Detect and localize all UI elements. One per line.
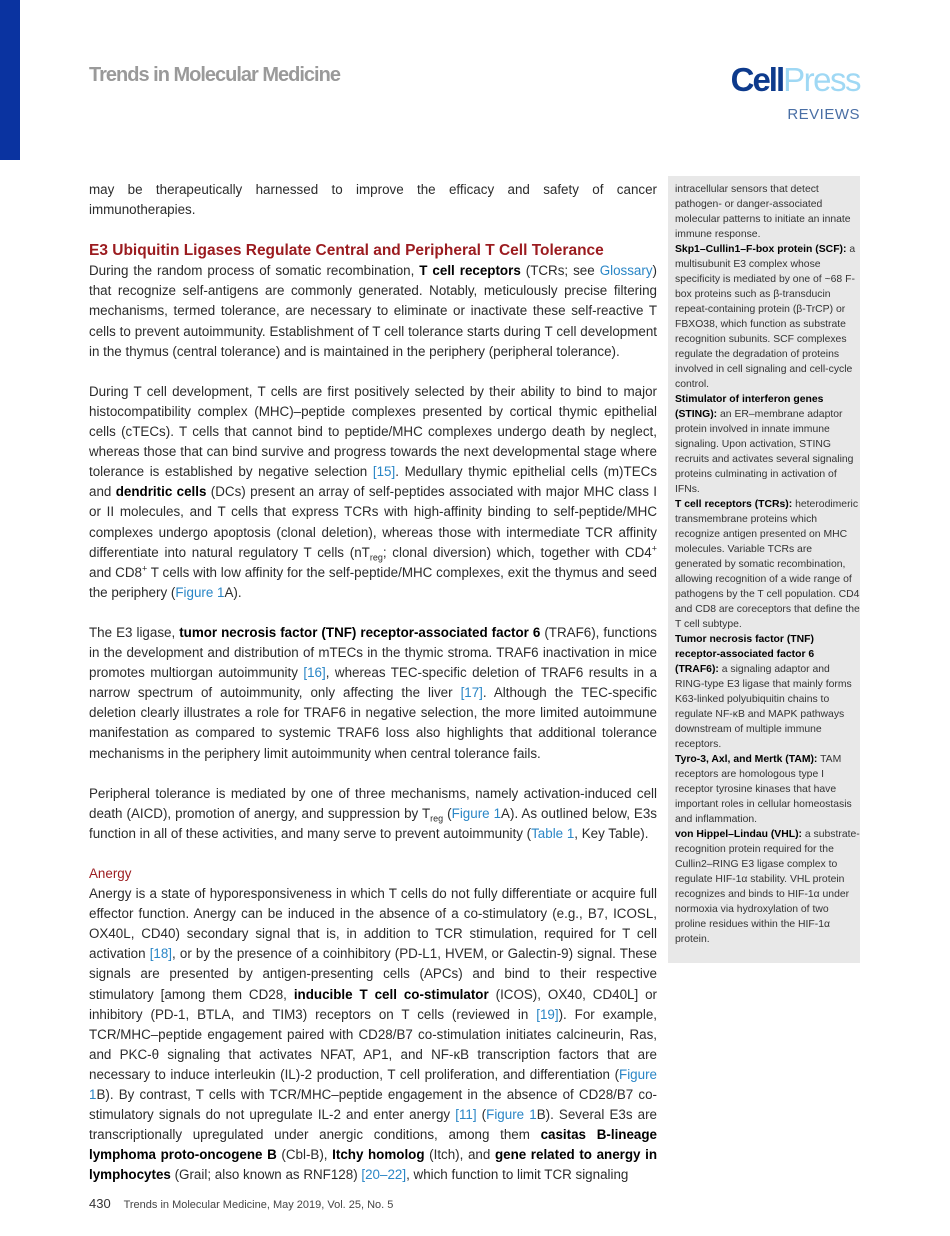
text-run: (Itch), and: [424, 1147, 495, 1163]
text-run: (Cbl-B),: [276, 1147, 333, 1163]
paragraph: [89, 784, 657, 844]
text-run: E3 Ubiquitin Ligases Regulate Central and Peripheral T Cell Tolerance: [89, 242, 604, 260]
text-run: T cells with low affinity for the self-peptide/MHC complexes, exit the thymus and seed the periphery (: [89, 564, 657, 600]
superscript: +: [141, 563, 148, 574]
paragraph: [89, 623, 657, 764]
reference-link[interactable]: Figure 1: [486, 1107, 537, 1123]
text-run: ). For example, TCR/MHC–peptide engagement paired with CD28/B7 co-stimulation initiates calcineurin, Ras, and PKC-θ signaling that activates NFAT, AP1, and NF-κB transcription factors that are necessary to induce interleukin (IL)-2 production, T cell proliferation, and differentiation (: [89, 1006, 657, 1082]
paragraph: [89, 884, 657, 1185]
glossary-entry: [675, 242, 860, 392]
cellpress-logo: [700, 62, 860, 124]
bold-term: dendritic cells: [115, 484, 207, 500]
journal-title: Trends in Molecular Medicine: [89, 64, 340, 86]
text-run: , whereas TEC-specific deletion of TRAF6 results in a narrow spectrum of autoimmunity, only affecting the liver: [89, 665, 657, 701]
text-run: A).: [224, 584, 242, 600]
text-run: an ER–membrane adaptor protein involved in innate immune signaling. Upon activation, STING recruits and activates several signaling proteins culminating in activation of IFNs.: [675, 409, 854, 495]
main-text-column: [89, 180, 657, 1206]
paragraph: [89, 382, 657, 603]
text-run: B). Several E3s are transcriptionally upregulated under anergic conditions, among them: [89, 1107, 658, 1143]
reference-link[interactable]: Glossary: [599, 263, 653, 279]
text-run: , which function to limit TCR signaling: [406, 1167, 629, 1183]
paragraph: [89, 261, 657, 361]
reference-link[interactable]: [11]: [455, 1107, 477, 1123]
section-heading: [89, 240, 657, 261]
reference-link[interactable]: [20–22]: [361, 1167, 407, 1183]
bold-term: Stimulator of interferon genes (STING):: [675, 394, 824, 420]
text-run: a substrate-recognition protein required for the Cullin2–RING E3 ligase complex to regulate HIF-1α stability. VHL protein recognizes and binds to HIF-1α under normoxia via hydroxylation of two proline residues within the HIF-1α protein.: [675, 829, 860, 945]
text-run: The E3 ligase,: [89, 624, 180, 640]
glossary-entry: [675, 632, 860, 752]
bold-term: Skp1–Cullin1–F-box protein (SCF):: [675, 244, 847, 255]
bold-term: T cell receptors: [419, 263, 521, 279]
text-run: (TCRs; see: [520, 263, 600, 279]
glossary-entry: [675, 827, 860, 947]
text-run: (TRAF6), functions in the development and distribution of mTECs in the thymic stroma. TRAF6 inactivation in mice promotes multiorgan autoimmunity: [89, 624, 657, 681]
text-run: may be therapeutically harnessed to improve the efficacy and safety of cancer immunotherapies.: [89, 182, 657, 218]
bold-term: inducible T cell co-stimulator: [293, 986, 489, 1002]
bold-term: Tumor necrosis factor (TNF) receptor-associated factor 6 (TRAF6):: [675, 634, 815, 675]
journal-color-bar: [0, 0, 20, 160]
bold-term: Tyro-3, Axl, and Mertk (TAM):: [675, 754, 818, 765]
text-run: During the random process of somatic recombination,: [89, 263, 420, 279]
bold-term: von Hippel–Lindau (VHL):: [675, 829, 802, 840]
text-run: intracellular sensors that detect pathogen- or danger-associated molecular patterns to initiate an innate immune response.: [675, 184, 851, 240]
glossary-entry: [675, 392, 860, 497]
bold-term: Itchy homolog: [332, 1147, 425, 1163]
text-run: Peripheral tolerance is mediated by one of three mechanisms, namely activation-induced cell death (AICD), promotion of anergy, and suppression by T: [89, 785, 657, 821]
paragraph: [89, 180, 657, 220]
text-run: ) that recognize self-antigens are commonly generated. Notably, meticulously precise filtering mechanisms, termed tolerance, are necessary to eliminate or inactivate these self-reactive T cells to prevent autoimmunity. Establishment of T cell tolerance starts during T cell development in the thymus (central tolerance) and is maintained in the periphery (peripheral tolerance).: [89, 263, 657, 359]
bold-term: casitas B-lineage lymphoma proto-oncogene B: [89, 1127, 657, 1163]
bold-term: gene related to anergy in lymphocytes: [89, 1147, 657, 1183]
text-run: (: [476, 1107, 487, 1123]
superscript: +: [651, 543, 657, 554]
text-run: a signaling adaptor and RING-type E3 ligase that mainly forms K63-linked polyubiquitin chains to regulate NF-κB and MAPK pathways downstream of multiple immune receptors.: [675, 664, 852, 750]
bold-term: T cell receptors (TCRs):: [675, 499, 793, 510]
subscript: reg: [369, 552, 383, 563]
page-footer: [89, 1196, 393, 1213]
reference-link[interactable]: [17]: [460, 685, 483, 701]
page-number: 430: [89, 1196, 111, 1211]
text-run: a multisubunit E3 complex whose specificity is mediated by one of ~68 F-box proteins such as β-transducin repeat-containing protein (β-TrCP) or FBXO38, which function as substrate recognition subunits. SCF complexes regulate the degradation of proteins involved in cell signaling and cell-cycle control.: [675, 244, 856, 390]
text-run: (Grail; also known as RNF128): [170, 1167, 362, 1183]
subscript: reg: [430, 813, 444, 824]
text-run: ; clonal diversion) which, together with CD4: [382, 544, 652, 560]
reference-link[interactable]: [15]: [372, 464, 396, 480]
logo-cell: Cell: [730, 61, 784, 98]
text-run: Anergy is a state of hyporesponsiveness in which T cells do not fully differentiate or acquire full effector function. Anergy can be induced in the absence of a co-stimulatory (e.g., B7, ICOSL, OX40L, CD40) secondary signal that is, in addition to TCR stimulation, required for T cell activation: [89, 886, 657, 962]
text-run: TAM receptors are homologous type I receptor tyrosine kinases that have important roles in cellular homeostasis and inflammation.: [675, 754, 852, 825]
text-run: . Medullary thymic epithelial cells (m)TECs and: [89, 464, 657, 500]
text-run: (DCs) present an array of self-peptides associated with major MHC class I or II molecules, and T cells that express TCRs with high-affinity binding to self-peptide/MHC complexes undergo apoptosis (clonal deletion), whereas those with intermediate TCR affinity differentiate into natural regulatory T cells (nT: [89, 484, 658, 560]
reference-link[interactable]: [18]: [149, 946, 173, 962]
reference-link[interactable]: Figure 1: [451, 805, 502, 821]
glossary-entry: [675, 752, 860, 827]
text-run: and CD8: [89, 564, 142, 580]
text-run: heterodimeric transmembrane proteins which recognize antigen presented on MHC molecules. Variable TCRs are generated by somatic recombination, allowing recognition of a wide range of pathogens by the T cell population. CD4 and CD8 are coreceptors that define the T cell subtype.: [675, 499, 860, 630]
bold-term: tumor necrosis factor (TNF) receptor-associated factor 6: [179, 624, 541, 640]
text-run: B). By contrast, T cells with TCR/MHC–peptide engagement in the absence of CD28/B7 co-stimulatory signals do not upregulate IL-2 and enter anergy: [89, 1087, 657, 1123]
reference-link[interactable]: [16]: [303, 665, 326, 681]
text-run: (ICOS), OX40, CD40L] or inhibitory (PD-1, BTLA, and TIM3) receptors on T cells (reviewed in: [89, 986, 658, 1022]
reference-link[interactable]: Figure 1: [175, 584, 225, 600]
logo-press: Press: [783, 61, 860, 98]
glossary-entry: [675, 497, 860, 632]
reference-link[interactable]: Table 1: [531, 825, 575, 841]
glossary-sidebar: [668, 176, 860, 963]
text-run: During T cell development, T cells are first positively selected by their ability to bind to major histocompatibility complex (MHC)–peptide complexes presented by cortical thymic epithelial cells (cTECs). T cells that cannot bind to peptide/MHC complexes undergo death by neglect, whereas those that can bind survive and progress towards the next developmental stage where tolerance is established by negative selection: [89, 383, 657, 480]
logo-reviews: REVIEWS: [787, 106, 860, 123]
text-run: , Key Table).: [574, 825, 649, 841]
footer-citation: Trends in Molecular Medicine, May 2019, Vol. 25, No. 5: [123, 1199, 394, 1211]
text-run: . Although the TEC-specific deletion clearly illustrates a role for TRAF6 in negative selection, the more limited autoimmune manifestation as compared to systemic TRAF6 loss also highlights that additional tolerance mechanisms in the periphery limit autoimmunity when central tolerance fails.: [89, 685, 657, 761]
text-run: A). As outlined below, E3s function in all of these activities, and many serve to prevent autoimmunity (: [89, 805, 657, 841]
reference-link[interactable]: Figure 1: [89, 1066, 657, 1103]
text-run: (: [443, 805, 452, 821]
text-run: , or by the presence of a coinhibitory (PD-L1, HVEM, or Galectin-9) signal. These signals are presented by antigen-presenting cells (APCs) and bind to their respective stimulatory [among them CD28,: [89, 946, 657, 1002]
glossary-entry: [675, 182, 860, 242]
reference-link[interactable]: [19]: [536, 1006, 559, 1022]
subsection-heading: [89, 864, 657, 884]
text-run: Anergy: [89, 866, 132, 882]
